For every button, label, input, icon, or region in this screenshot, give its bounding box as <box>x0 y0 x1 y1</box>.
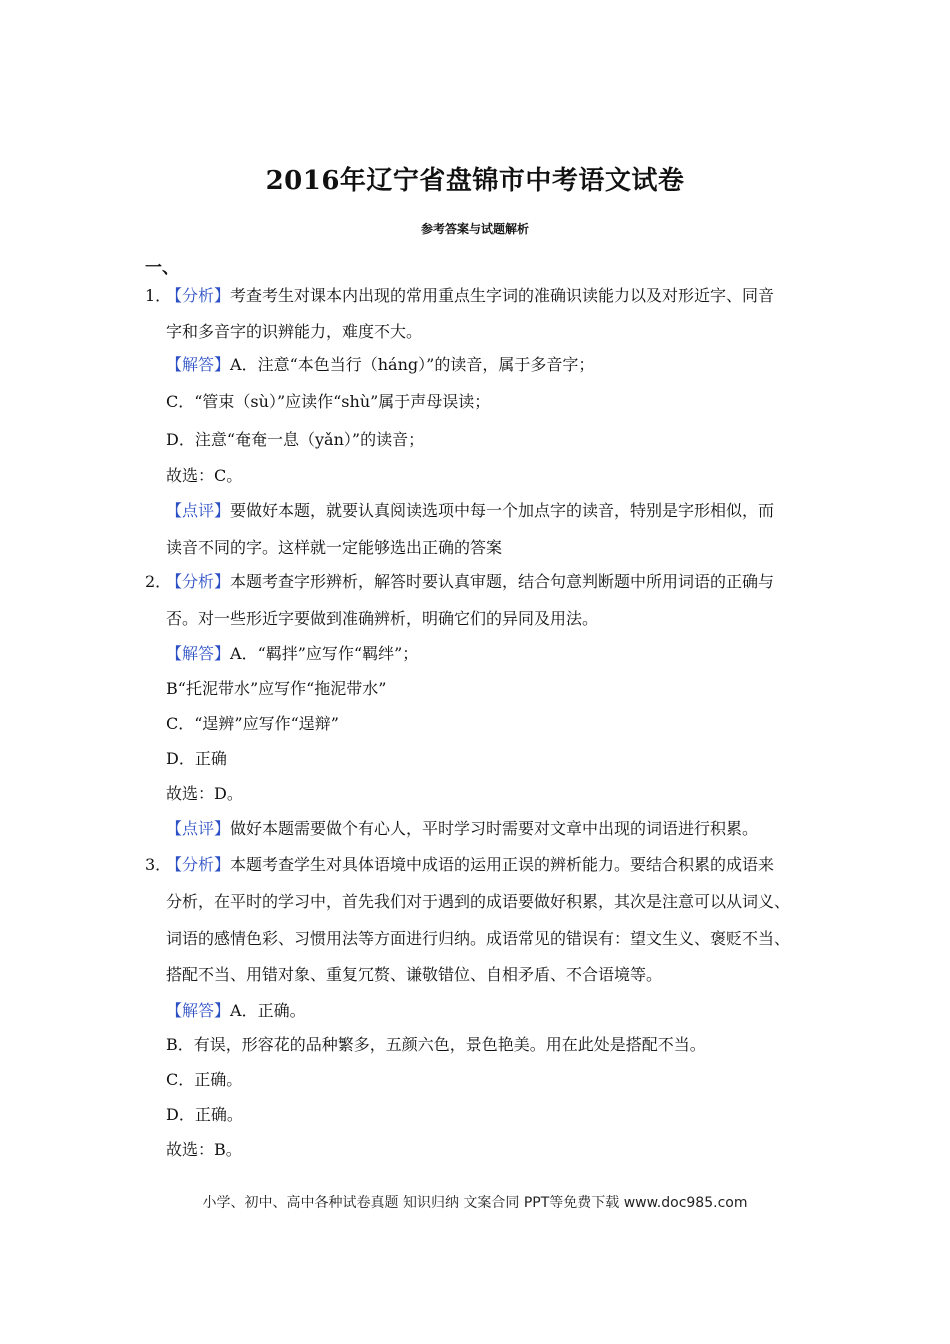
answer-tag: 【解答】 <box>166 1001 231 1020</box>
question-2-answer-a: 【解答】A．“羁拌”应写作“羁绊”； <box>166 644 419 663</box>
question-3-choice: 故选：B。 <box>166 1140 242 1159</box>
question-3-answer-b: B．有误，形容花的品种繁多，五颜六色，景色艳美。用在此处是搭配不当。 <box>166 1035 706 1054</box>
question-1-answer-c: C．“管束（sù）”应读作“shù”属于声母误读； <box>166 392 491 411</box>
question-2-analysis-line-1: 【分析】本题考查字形辨析，解答时要认真审题，结合句意判断题中所用词语的正确与 <box>166 572 775 591</box>
question-3-analysis-line-2: 分析，在平时的学习中，首先我们对于遇到的成语要做好积累，其次是注意可以从词义、 <box>166 892 791 911</box>
question-2-analysis-line-2: 否。对一些形近字要做到准确辨析，明确它们的异同及用法。 <box>166 609 599 628</box>
page-footer: 小学、初中、高中各种试卷真题 知识归纳 文案合同 PPT等免费下载 www.doc985.com <box>202 1195 748 1211</box>
question-1-number: 1． <box>145 286 172 305</box>
question-1-answer-d: D．注意“奄奄一息（yǎn）”的读音； <box>166 430 425 449</box>
question-1-analysis-line-2: 字和多音字的识辨能力，难度不大。 <box>166 322 423 341</box>
question-3-answer-c: C．正确。 <box>166 1070 243 1089</box>
question-3-analysis-line-1: 【分析】本题考查学生对具体语境中成语的运用正误的辨析能力。要结合积累的成语来 <box>166 855 775 874</box>
question-2-number: 2． <box>145 572 172 591</box>
comment-tag: 【点评】 <box>166 819 231 838</box>
question-1-comment-line-1: 【点评】要做好本题，就要认真阅读选项中每一个加点字的读音，特别是字形相似，而 <box>166 501 775 520</box>
question-2-answer-c: C．“逞辨”应写作“逞辩” <box>166 714 339 733</box>
question-1-choice: 故选：C。 <box>166 466 243 485</box>
question-2-answer-d: D．正确 <box>166 749 227 768</box>
question-1-answer-a: 【解答】A．注意“本色当行（háng）”的读音，属于多音字； <box>166 355 595 374</box>
question-3-analysis-line-4: 搭配不当、用错对象、重复冗赘、谦敬错位、自相矛盾、不合语境等。 <box>166 965 663 984</box>
page-title: 2016年辽宁省盘锦市中考语文试卷 <box>265 166 685 196</box>
answer-tag: 【解答】 <box>166 644 231 663</box>
question-1-analysis-line-1: 【分析】考查考生对课本内出现的常用重点生字词的准确识读能力以及对形近字、同音 <box>166 286 775 305</box>
question-3-answer-d: D．正确。 <box>166 1105 243 1124</box>
question-3-answer-a: 【解答】A．正确。 <box>166 1001 306 1020</box>
question-3-analysis-line-3: 词语的感情色彩、习惯用法等方面进行归纳。成语常见的错误有：望文生义、褒贬不当、 <box>166 929 791 948</box>
question-2-choice: 故选：D。 <box>166 784 243 803</box>
question-2-answer-b: B“托泥带水”应写作“拖泥带水” <box>166 679 387 698</box>
section-heading: 一、 <box>145 258 179 278</box>
question-1-comment-line-2: 读音不同的字。这样就一定能够选出正确的答案 <box>166 538 503 557</box>
analysis-tag: 【分析】 <box>166 572 231 591</box>
analysis-tag: 【分析】 <box>166 855 231 874</box>
page-subtitle: 参考答案与试题解析 <box>420 222 529 236</box>
comment-tag: 【点评】 <box>166 501 231 520</box>
analysis-tag: 【分析】 <box>166 286 231 305</box>
answer-tag: 【解答】 <box>166 355 231 374</box>
question-2-comment: 【点评】做好本题需要做个有心人，平时学习时需要对文章中出现的词语进行积累。 <box>166 819 759 838</box>
question-3-number: 3． <box>145 855 172 874</box>
